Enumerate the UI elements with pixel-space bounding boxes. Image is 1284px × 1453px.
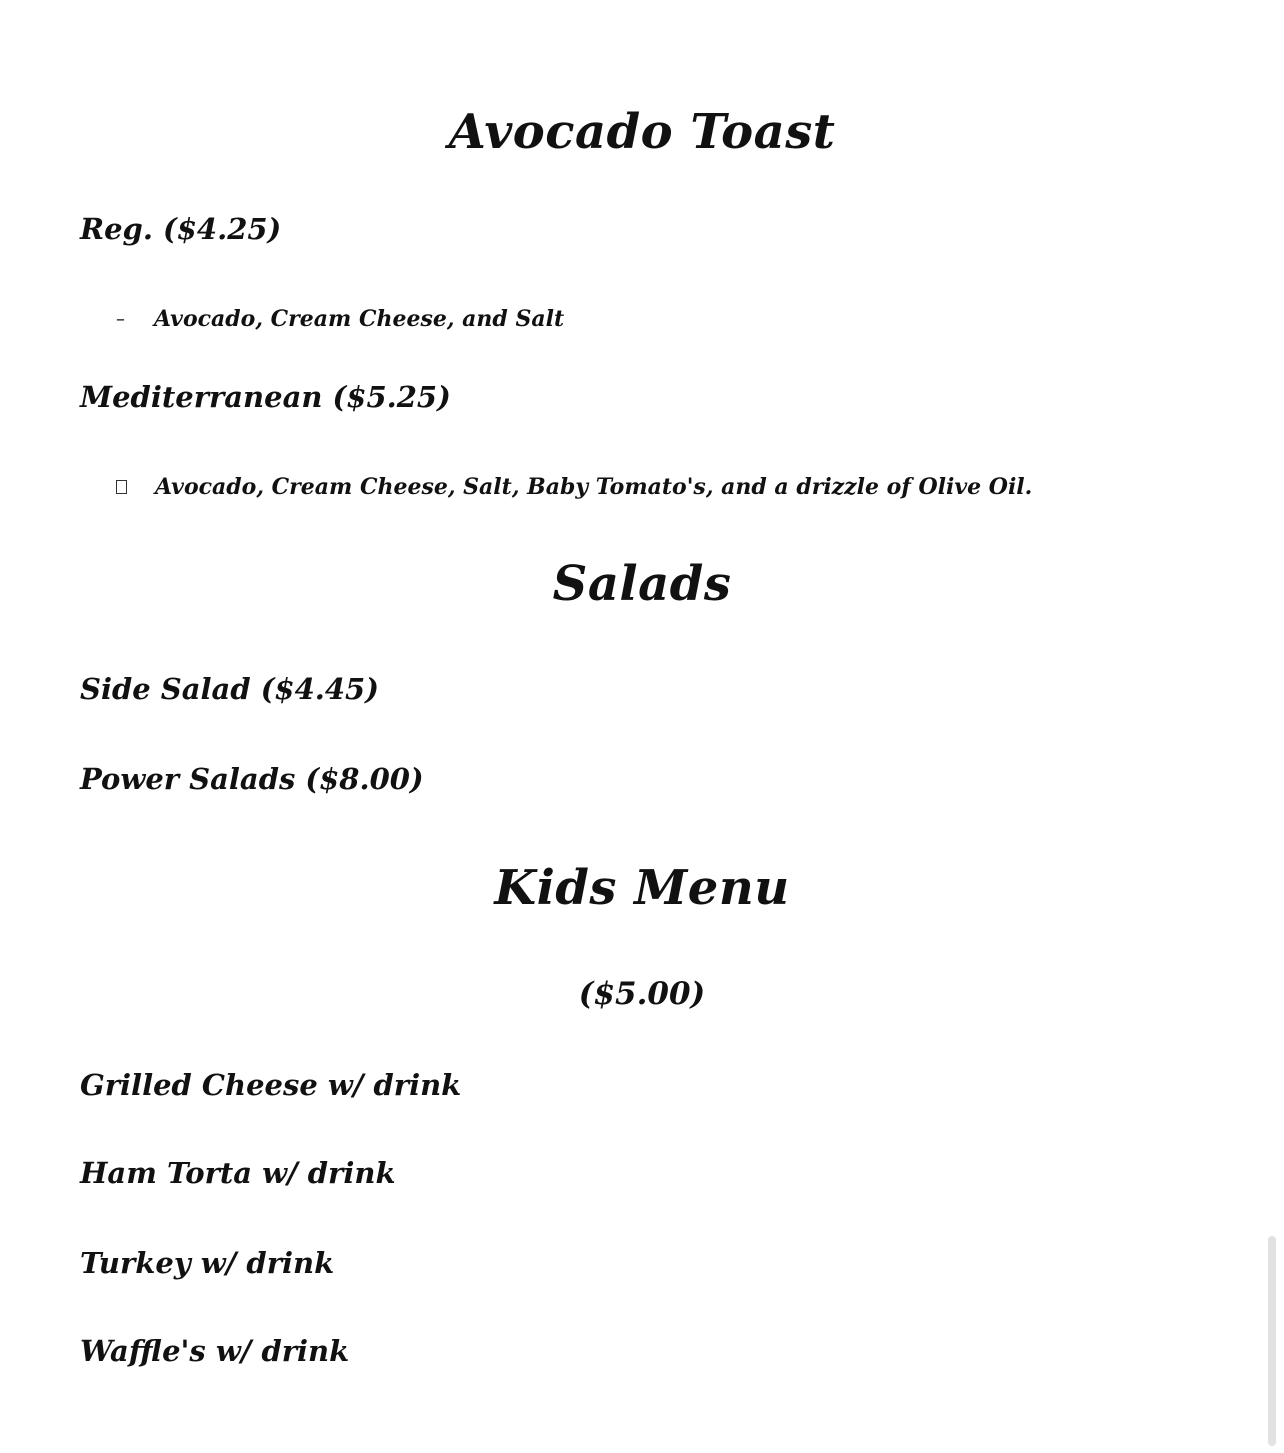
detail-text: Avocado, Cream Cheese, Salt, Baby Tomato's, and a drizzle of Olive Oil. <box>155 474 1033 500</box>
menu-item-mediterranean: Mediterranean ($5.25) <box>80 380 451 414</box>
menu-item-ham-torta: Ham Torta w/ drink <box>80 1156 396 1190</box>
section-title-salads: Salads <box>552 556 732 612</box>
menu-item-turkey: Turkey w/ drink <box>80 1246 335 1280</box>
missing-glyph-bullet-icon <box>116 480 127 494</box>
menu-item-power-salads: Power Salads ($8.00) <box>80 762 424 796</box>
section-title-avocado-toast: Avocado Toast <box>448 104 836 160</box>
menu-item-side-salad: Side Salad ($4.45) <box>80 672 379 706</box>
menu-item-grilled-cheese: Grilled Cheese w/ drink <box>80 1068 462 1102</box>
section-title-kids-menu: Kids Menu <box>494 860 790 916</box>
menu-item-waffles: Waffle's w/ drink <box>80 1334 350 1368</box>
dash-bullet-icon: – <box>116 308 125 330</box>
menu-item-reg-detail <box>116 306 564 332</box>
kids-menu-price: ($5.00) <box>578 976 706 1012</box>
scrollbar-thumb[interactable] <box>1268 1236 1276 1446</box>
menu-item-reg: Reg. ($4.25) <box>80 212 282 246</box>
detail-text: Avocado, Cream Cheese, and Salt <box>154 306 565 332</box>
menu-item-mediterranean-detail <box>116 474 1032 500</box>
